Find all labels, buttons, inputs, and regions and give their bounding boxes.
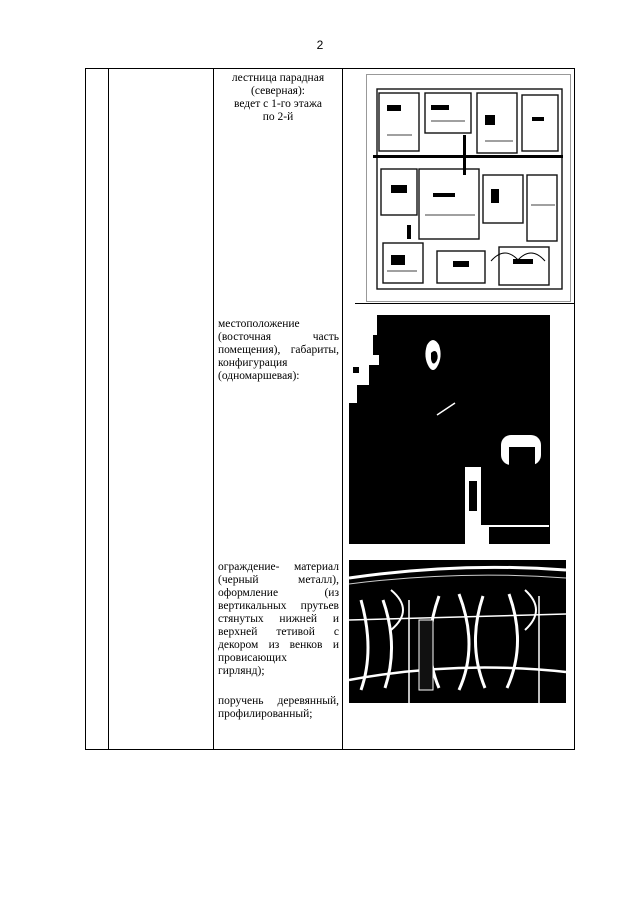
image-divider — [355, 303, 575, 304]
floor-plan-image — [366, 74, 571, 302]
text-line: помещения), габариты, — [218, 344, 339, 356]
railing-description — [218, 561, 339, 678]
text-line: (восточная часть — [218, 331, 339, 343]
text-line: декором из венков и — [218, 639, 339, 651]
text-line: профилированный; — [218, 708, 313, 720]
floor-plan-drawing — [367, 75, 570, 301]
column-divider-2 — [213, 68, 214, 750]
text-line: гирлянд); — [218, 665, 265, 677]
railing-photo — [349, 560, 566, 703]
text-line: поручень деревянный, — [218, 695, 339, 707]
staircase-photo-drawing — [349, 315, 550, 544]
text-line: вертикальных прутьев — [218, 600, 339, 612]
text-line: лестница парадная — [231, 72, 325, 84]
text-line: ведет с 1-го этажа — [233, 98, 323, 110]
location-description — [218, 318, 339, 383]
railing-photo-drawing — [349, 560, 566, 703]
column-divider-1 — [108, 68, 109, 750]
table-border-top — [85, 68, 575, 69]
text-line: по 2-й — [262, 111, 294, 123]
column-divider-3 — [342, 68, 343, 750]
handrail-description — [218, 695, 339, 721]
staircase-photo — [349, 315, 550, 544]
text-line: местоположение — [218, 318, 300, 330]
text-line: ограждение- материал — [218, 561, 339, 573]
table-border-left — [85, 68, 86, 750]
table-border-right — [574, 68, 575, 750]
table-border-bottom — [85, 749, 575, 750]
text-line: провисающих — [218, 652, 287, 664]
text-line: (северная): — [251, 85, 305, 97]
text-line: стянутых нижней и — [218, 613, 339, 625]
text-line: оформление (из — [218, 587, 339, 599]
text-line: (черный металл), — [218, 574, 339, 586]
staircase-description — [220, 72, 336, 124]
text-line: конфигурация — [218, 357, 288, 369]
text-line: (одномаршевая): — [218, 370, 300, 382]
document-table — [85, 68, 575, 750]
text-line: верхней тетивой с — [218, 626, 339, 638]
page-number: 2 — [316, 38, 324, 52]
